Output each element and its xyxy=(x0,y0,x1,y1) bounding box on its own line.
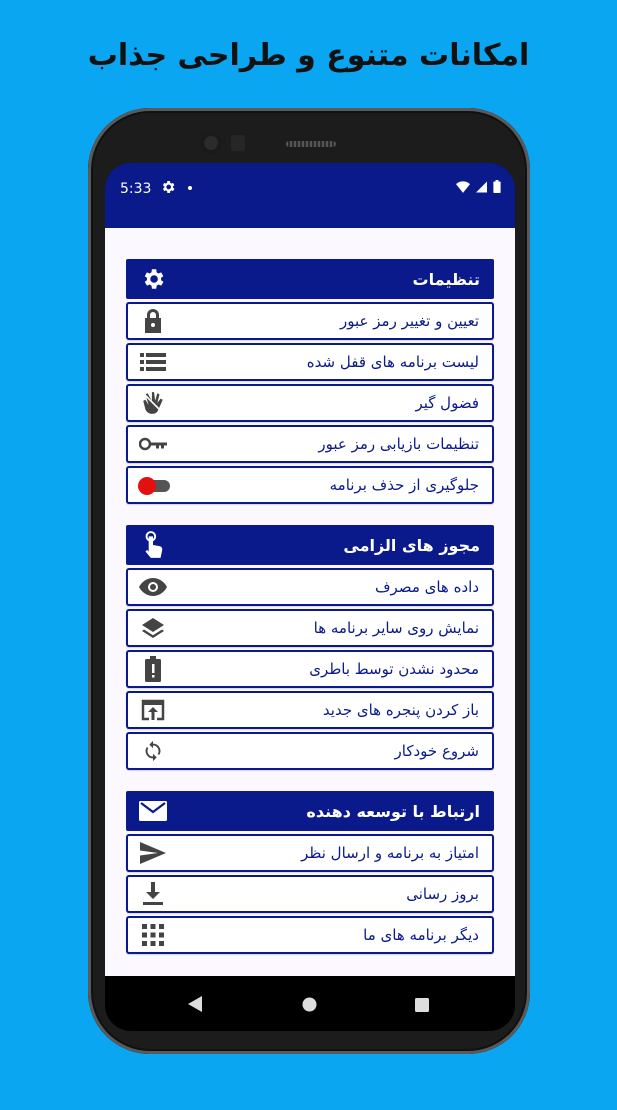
phone-frame xyxy=(88,108,530,1054)
menu-item-label: دیگر برنامه های ما xyxy=(363,926,479,944)
menu-item-set-password[interactable] xyxy=(126,302,494,340)
menu-item-label: لیست برنامه های قفل شده xyxy=(306,353,479,371)
download-icon xyxy=(138,879,168,909)
section-title: تنظیمات xyxy=(412,269,480,289)
menu-item-overlay[interactable] xyxy=(126,609,494,647)
status-time: 5:33 xyxy=(120,181,152,197)
menu-item-label: نمایش روی سایر برنامه ها xyxy=(313,619,479,637)
menu-item-battery[interactable] xyxy=(126,650,494,688)
wifi-icon xyxy=(456,181,470,193)
hand-icon xyxy=(138,388,168,418)
section-title: مجوز های الزامی xyxy=(343,535,480,555)
menu-item-locked-apps[interactable] xyxy=(126,343,494,381)
mail-icon xyxy=(138,796,168,826)
key-icon xyxy=(138,429,168,459)
menu-item-update[interactable] xyxy=(126,875,494,913)
send-icon xyxy=(138,838,168,868)
menu-item-autostart[interactable] xyxy=(126,732,494,770)
menu-item-label: امتیاز به برنامه و ارسال نظر xyxy=(301,844,479,862)
section-settings xyxy=(126,259,494,504)
settings-content xyxy=(105,228,515,976)
list-icon xyxy=(138,347,168,377)
recents-button[interactable] xyxy=(415,997,429,1016)
phone-screen xyxy=(105,163,515,1031)
toggle-switch[interactable] xyxy=(138,477,172,493)
menu-item-intruder[interactable] xyxy=(126,384,494,422)
back-button[interactable] xyxy=(188,996,202,1016)
menu-item-label: فضول گیر xyxy=(415,394,479,412)
menu-item-label: باز کردن پنجره های جدید xyxy=(322,701,479,719)
battery-icon xyxy=(493,180,501,193)
touch-icon xyxy=(138,530,168,560)
gear-icon xyxy=(138,264,168,294)
navigation-bar xyxy=(105,976,515,1031)
menu-item-label: جلوگیری از حذف برنامه xyxy=(329,476,479,494)
menu-item-other-apps[interactable] xyxy=(126,916,494,954)
menu-item-prevent-uninstall[interactable] xyxy=(126,466,494,504)
menu-item-label: محدود نشدن توسط باطری xyxy=(309,660,479,678)
menu-item-label: داده های مصرف xyxy=(374,578,479,596)
sync-icon xyxy=(138,736,168,766)
status-icons xyxy=(456,180,501,193)
open-window-icon xyxy=(138,695,168,725)
menu-item-usage-data[interactable] xyxy=(126,568,494,606)
settings-notification-icon xyxy=(160,179,176,199)
menu-item-label: بروز رسانی xyxy=(406,885,479,903)
promo-headline: امکانات متنوع و طراحی جذاب xyxy=(87,38,530,73)
toggle-knob xyxy=(138,477,156,495)
menu-item-label: تعیین و تغییر رمز عبور xyxy=(340,312,479,330)
battery-alert-icon xyxy=(138,654,168,684)
sensor xyxy=(231,135,245,151)
section-header xyxy=(126,259,494,299)
menu-item-label: تنظیمات بازیابی رمز عبور xyxy=(318,435,479,453)
status-bar xyxy=(105,163,515,228)
section-header xyxy=(126,525,494,565)
section-permissions xyxy=(126,525,494,770)
menu-item-new-windows[interactable] xyxy=(126,691,494,729)
home-button[interactable] xyxy=(302,997,317,1016)
menu-item-password-recovery[interactable] xyxy=(126,425,494,463)
eye-icon xyxy=(138,572,168,602)
lock-icon xyxy=(138,306,168,336)
menu-item-rate-app[interactable] xyxy=(126,834,494,872)
section-header xyxy=(126,791,494,831)
section-title: ارتباط با توسعه دهنده xyxy=(306,801,480,821)
front-camera xyxy=(200,132,222,154)
menu-item-label: شروع خودکار xyxy=(394,742,479,760)
section-contact xyxy=(126,791,494,954)
signal-icon xyxy=(476,181,487,193)
layers-icon xyxy=(138,613,168,643)
earpiece xyxy=(286,141,336,147)
apps-grid-icon xyxy=(138,920,168,950)
notification-dot-icon xyxy=(188,186,192,190)
